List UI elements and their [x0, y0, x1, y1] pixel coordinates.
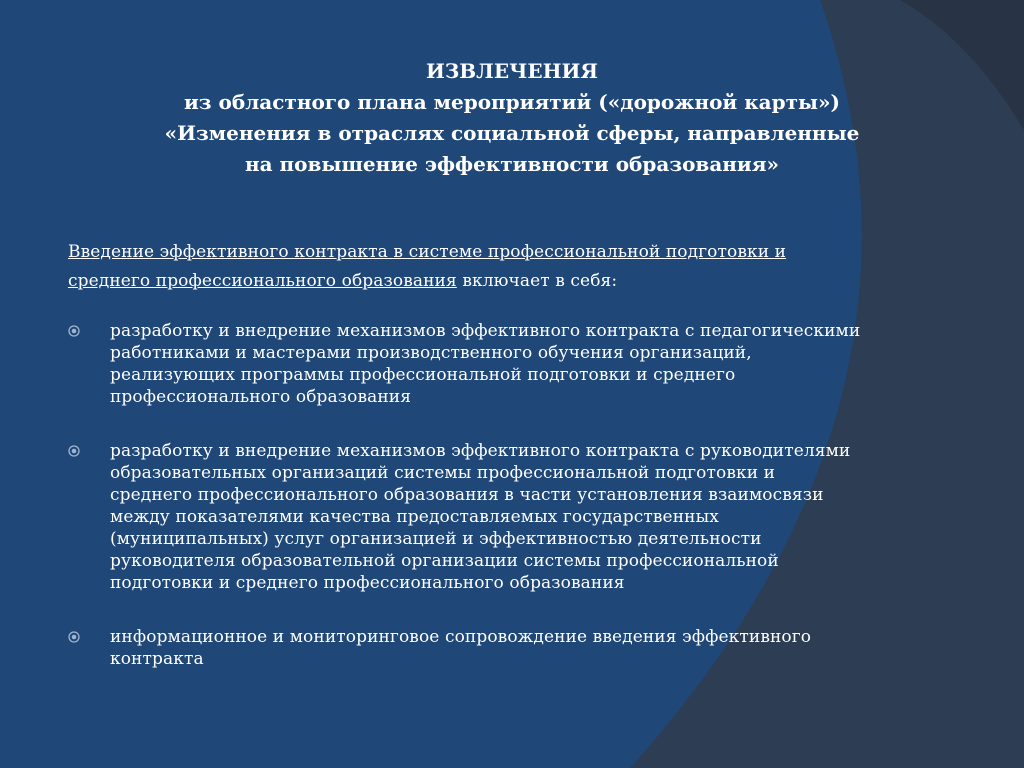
list-item: [68, 626, 968, 670]
bullet-2-line-4: между показателями качества предоставляемых государственных: [110, 507, 719, 527]
intro-rest: включает в себя:: [456, 271, 618, 291]
bullet-2-line-6: руководителя образовательной организации системы профессиональной: [110, 551, 779, 571]
title-line-4: на повышение эффективности образования»: [244, 152, 780, 176]
title-line-2: из областного плана мероприятий («дорожной карты»): [183, 90, 841, 114]
slide-title: [100, 56, 924, 180]
circle-bullet-icon: [68, 325, 80, 337]
circle-bullet-icon: [68, 445, 80, 457]
bullet-1-line-4: профессионального образования: [110, 387, 412, 407]
bullet-1-line-3: реализующих программы профессиональной подготовки и среднего: [110, 365, 736, 385]
intro-paragraph: [68, 238, 958, 296]
bullet-1-line-1: разработку и внедрение механизмов эффективного контракта с педагогическими: [110, 321, 861, 341]
intro-underlined-2: среднего профессионального образования: [68, 271, 457, 291]
title-line-1: ИЗВЛЕЧЕНИЯ: [425, 59, 599, 83]
bullet-2-line-3: среднего профессионального образования в части установления взаимосвязи: [110, 485, 824, 505]
list-item: [68, 440, 968, 594]
bullet-1-line-2: работниками и мастерами производственного обучения организаций,: [110, 343, 752, 363]
bullet-3-line-1: информационное и мониторинговое сопровождение введения эффективного: [110, 627, 812, 647]
bullet-list: [68, 320, 968, 670]
bullet-2-line-1: разработку и внедрение механизмов эффективного контракта с руководителями: [110, 441, 851, 461]
bullet-2-line-7: подготовки и среднего профессионального образования: [110, 573, 625, 593]
intro-underlined-1: Введение эффективного контракта в системе профессиональной подготовки и: [68, 242, 787, 262]
bullet-2-line-5: (муниципальных) услуг организацией и эффективностью деятельности: [110, 529, 762, 549]
list-item: [68, 320, 968, 408]
title-line-3: «Изменения в отраслях социальной сферы, направленные: [164, 121, 860, 145]
bullet-3-line-2: контракта: [110, 649, 204, 669]
circle-bullet-icon: [68, 631, 80, 643]
bullet-2-line-2: образовательных организаций системы профессиональной подготовки и: [110, 463, 776, 483]
